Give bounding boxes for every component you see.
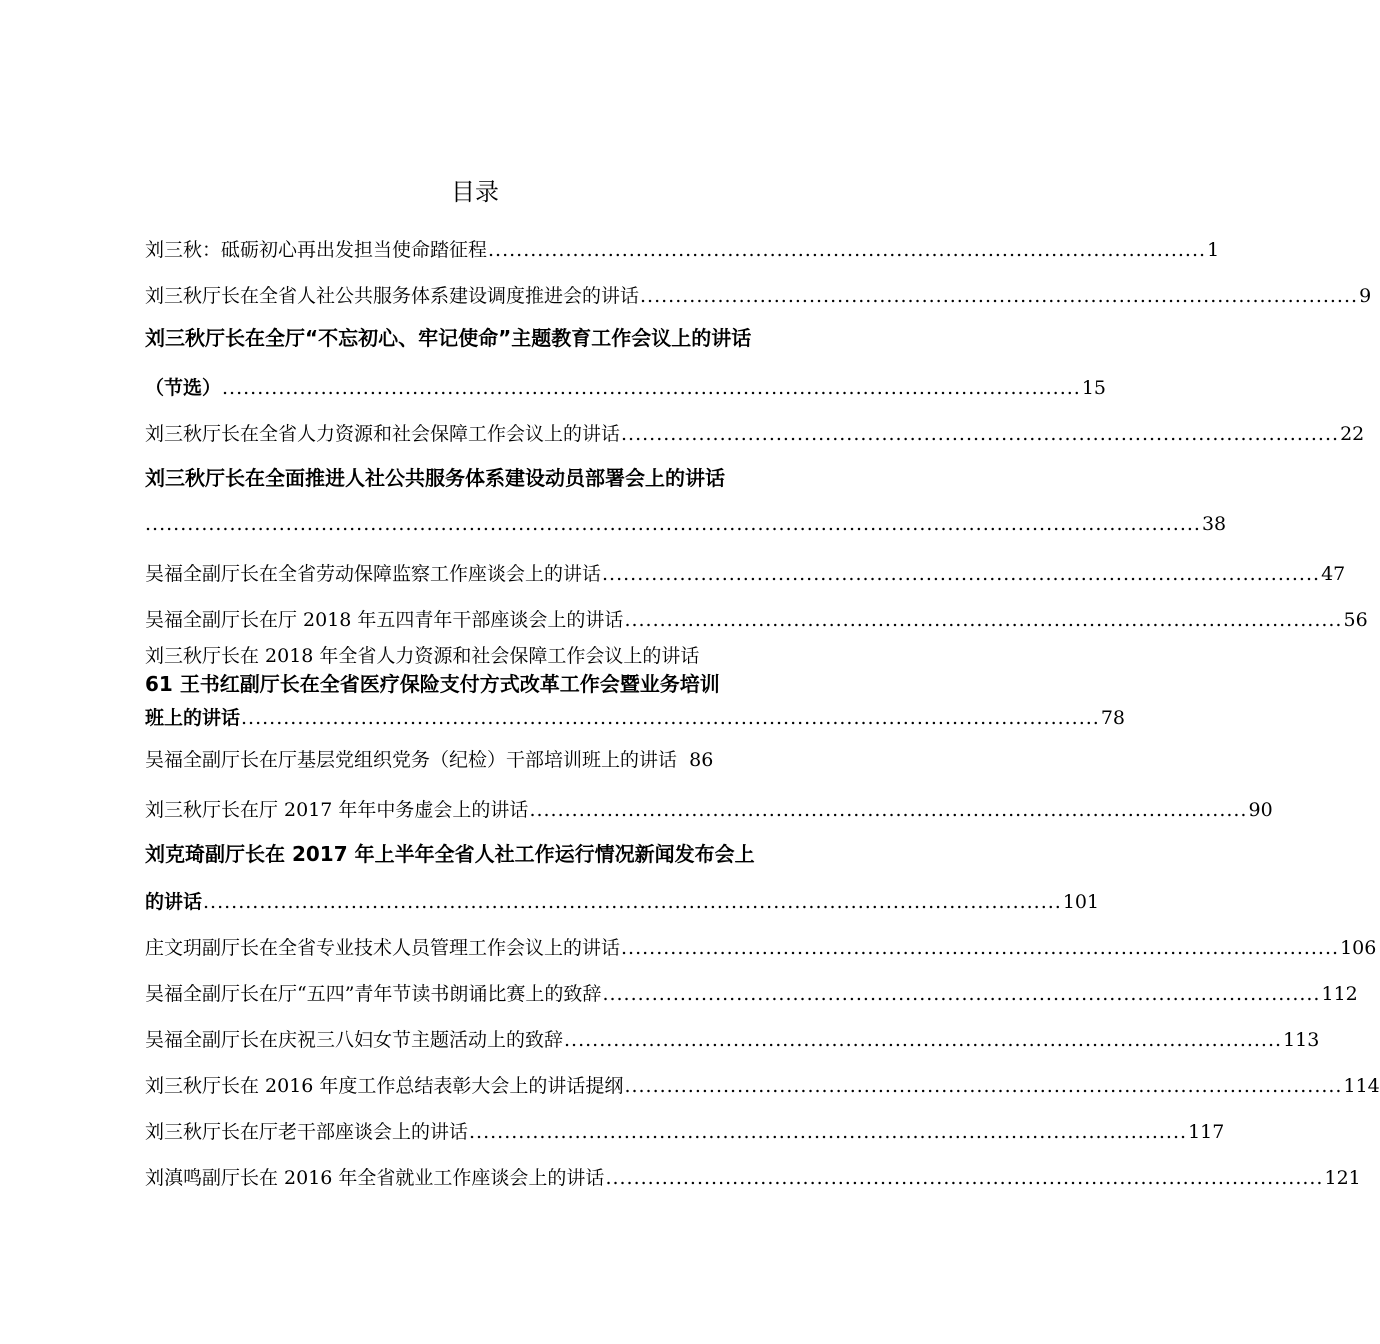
toc-entry[interactable] — [145, 748, 807, 772]
toc-entry[interactable] — [145, 698, 1126, 730]
toc-entry-text: 王书红副厅长在全省医疗保险支付方式改革工作会暨业务培训 — [179, 672, 720, 696]
toc-entry-page: 22 — [1340, 423, 1365, 445]
toc-entry-page: 47 — [1321, 563, 1346, 585]
toc-entry[interactable] — [145, 1112, 1225, 1144]
toc-entry[interactable] — [145, 504, 1227, 536]
toc-entry-text[interactable]: 刘克琦副厅长在 2017 年上半年全省人社工作运行情况新闻发布会上 — [145, 842, 755, 866]
toc-entry-text: 吴福全副厅长在厅“五四”青年节读书朗诵比赛上的致辞 — [145, 983, 602, 1005]
toc-entry[interactable] — [145, 230, 1220, 262]
toc-entry-text: 刘三秋：砥砺初心再出发担当使命踏征程 — [145, 239, 488, 261]
toc-entry-text[interactable]: 刘三秋厅长在全面推进人社公共服务体系建设动员部署会上的讲话 — [145, 466, 725, 490]
toc-leader: ...................................................................................................... — [624, 1075, 1343, 1097]
toc-entry-text-continued: 的讲话 — [145, 891, 203, 913]
toc-entry[interactable] — [145, 1020, 1320, 1052]
toc-leader: ...................................................................................................... — [529, 799, 1248, 821]
toc-entry-text-continued: （节选） — [145, 377, 222, 399]
toc-leader: .......................................................................................................................... — [241, 707, 1100, 729]
toc-entry-page: 106 — [1340, 937, 1377, 959]
toc-entry[interactable] — [145, 276, 1372, 308]
toc-leader: ...................................................................................................... — [488, 239, 1207, 261]
toc-entry-page: 9 — [1359, 285, 1372, 307]
toc-leader: ...................................................................................................... — [621, 937, 1340, 959]
toc-entry-text[interactable]: 刘三秋厅长在全厅“不忘初心、牢记使命”主题教育工作会议上的讲话 — [145, 326, 752, 350]
toc-entry[interactable] — [145, 414, 1365, 446]
toc-entry-page: 61 — [145, 672, 173, 696]
toc-entry-page: 86 — [689, 749, 714, 771]
toc-leader: ...................................................................................................... — [624, 609, 1343, 631]
toc-entry-page: 15 — [1081, 377, 1107, 399]
toc-entry[interactable] — [145, 1158, 1361, 1190]
toc-entry-wrapped[interactable] — [145, 672, 807, 696]
toc-entry-page: 1 — [1207, 239, 1220, 261]
toc-entry-text[interactable]: 刘三秋厅长在 2018 年全省人力资源和社会保障工作会议上的讲话 — [145, 645, 700, 667]
toc-entry[interactable] — [145, 368, 1107, 400]
toc-leader: .......................................................................................................................... — [222, 377, 1081, 399]
toc-leader: ...................................................................................................... — [621, 423, 1340, 445]
toc-leader: ...................................................................................................... — [605, 1167, 1324, 1189]
toc-entry-text: 刘滇鸣副厅长在 2016 年全省就业工作座谈会上的讲话 — [145, 1167, 605, 1189]
toc-entry-page: 56 — [1343, 609, 1368, 631]
toc-entry-text: 刘三秋厅长在 2016 年度工作总结表彰大会上的讲话提纲 — [145, 1075, 624, 1097]
toc-entry[interactable] — [145, 790, 1273, 822]
toc-entry-text: 庄文玥副厅长在全省专业技术人员管理工作会议上的讲话 — [145, 937, 621, 959]
toc-entry-text-continued: 班上的讲话 — [145, 707, 241, 729]
toc-leader: ...................................................................................................... — [469, 1121, 1188, 1143]
toc-entry-page: 114 — [1343, 1075, 1380, 1097]
toc-leader: ...................................................................................................... — [602, 563, 1321, 585]
toc-entry[interactable] — [145, 928, 1377, 960]
toc-entry-page: 90 — [1248, 799, 1273, 821]
toc-entry-text: 吴福全副厅长在厅 2018 年五四青年干部座谈会上的讲话 — [145, 609, 624, 631]
toc-entry-page: 78 — [1100, 707, 1126, 729]
toc-entry[interactable] — [145, 1066, 1380, 1098]
toc-entry-text: 刘三秋厅长在厅老干部座谈会上的讲话 — [145, 1121, 469, 1143]
toc-leader: ...................................................................................................................................................... — [145, 513, 1201, 535]
toc-entry-text: 吴福全副厅长在庆祝三八妇女节主题活动上的致辞 — [145, 1029, 564, 1051]
toc-entry-text: 吴福全副厅长在全省劳动保障监察工作座谈会上的讲话 — [145, 563, 602, 585]
toc-entry-page: 117 — [1188, 1121, 1225, 1143]
toc-entry-page: 121 — [1324, 1167, 1361, 1189]
toc-entry[interactable] — [145, 600, 1368, 632]
toc-entry-page: 101 — [1062, 891, 1100, 913]
toc-leader: ...................................................................................................... — [564, 1029, 1283, 1051]
toc-entry-page: 113 — [1283, 1029, 1320, 1051]
toc-leader: ...................................................................................................... — [602, 983, 1321, 1005]
toc-entry-text: 刘三秋厅长在全省人力资源和社会保障工作会议上的讲话 — [145, 423, 621, 445]
toc-entry[interactable] — [145, 882, 1100, 914]
toc-leader: ...................................................................................................... — [640, 285, 1359, 307]
toc-title: 目录 — [451, 178, 499, 206]
toc-entry-text: 吴福全副厅长在厅基层党组织党务（纪检）干部培训班上的讲话 — [145, 749, 678, 771]
toc-entry-page: 38 — [1201, 513, 1227, 535]
toc-leader: .......................................................................................................................... — [203, 891, 1062, 913]
toc-entry-text: 刘三秋厅长在厅 2017 年年中务虚会上的讲话 — [145, 799, 529, 821]
toc-entry[interactable] — [145, 974, 1358, 1006]
toc-entry[interactable] — [145, 554, 1346, 586]
toc-entry-page: 112 — [1321, 983, 1358, 1005]
toc-entry-text: 刘三秋厅长在全省人社公共服务体系建设调度推进会的讲话 — [145, 285, 640, 307]
